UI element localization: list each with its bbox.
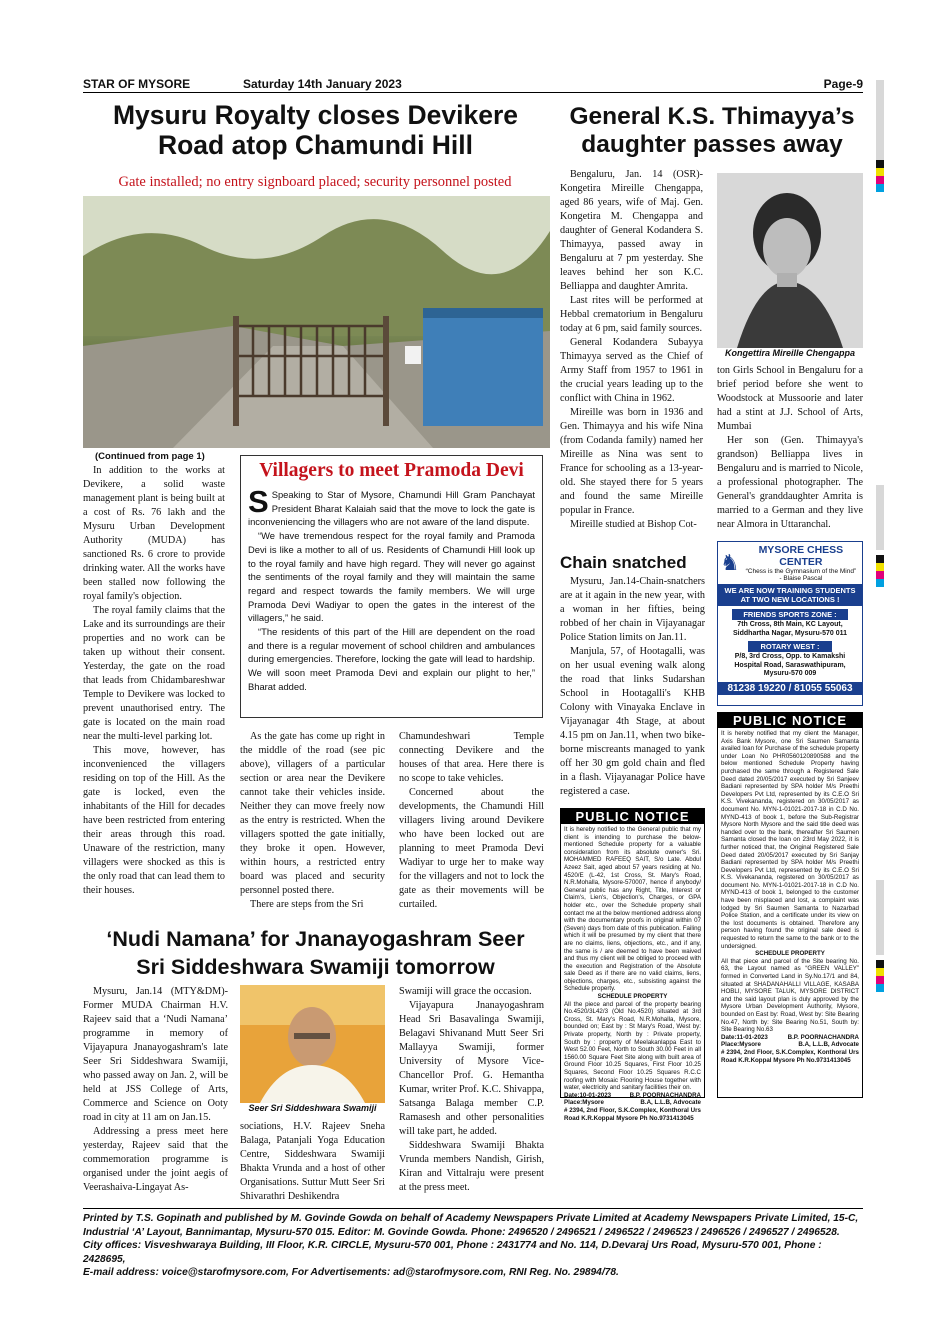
nudi-para: sociations, H.V. Rajeev Sneha Balaga, Patanjali Yoga Education Centre, Siddeshwara Swamiji Bhakta Vrunda and a host of other Organisations. Suttur Mutt Seer Sri Shivarathri Deshikendra (240, 1121, 385, 1202)
chess-center-name: MYSORE CHESS CENTER (758, 544, 844, 568)
seer-caption: Seer Sri Siddeshwara Swamiji (240, 1103, 385, 1115)
royalty-para: Concerned about the developments, the Chamundi Hill villagers living around Devikere who have been locked out are planning to meet Pramoda Devi Wadiyar to urge her to make way for the villagers and not to lock the gate as their movements will be curtailed. (399, 787, 544, 910)
imprint-line4: E-mail address: voice@starofmysore.com, For Advertisements: ad@starofmysore.com, RNI Reg. No. 29894/78. (83, 1267, 619, 1278)
portrait-photo (717, 173, 863, 348)
notice2-advocate: B.P. POORNACHANDRA (787, 1033, 859, 1041)
villagers-para-text: Speaking to Star of Mysore, Chamundi Hill Gram Panchayat President Bharat Kalaiah said that the move to lock the gate is inconveniencing the villagers who are not aware of the land dispute. (248, 489, 535, 528)
notice2-heading: PUBLIC NOTICE (718, 713, 862, 728)
thimayya-para: Her son (Gen. Thimayya's grandson) Belliappa lives in Bengaluru and is married to Nicole, a professional photographer. The General's granddaughter Amrita is married to a German and they live near Almora in Uttaranchal. (717, 435, 863, 530)
chess-ad (717, 541, 863, 706)
seer-illustration (240, 985, 385, 1103)
registration-bar (876, 80, 884, 160)
notice2-date: Date:11-01-2023 (721, 1033, 768, 1041)
nudi-headline-line2: Sri Siddeshwara Swamiji tomorrow (136, 955, 495, 979)
notice2-place: Place:Mysore (721, 1041, 761, 1049)
royalty-para: Chamundeshwari Temple connecting Devikere and the houses of that area. Here there is no scope to take vehicles. (399, 731, 544, 784)
nudi-column-2 (240, 1120, 385, 1202)
nudi-column-3 (399, 985, 544, 1195)
chess-banner: WE ARE NOW TRAINING STUDENTS AT TWO NEW LOCATIONS ! (718, 584, 862, 606)
registration-bar (876, 485, 884, 550)
notice1-date: Date:10-01-2023 (564, 1091, 612, 1099)
royalty-para: There are steps from the Sri (250, 899, 364, 910)
public-notice-2 (717, 712, 863, 1098)
royalty-subtitle: Gate installed; no entry signboard placed; security personnel posted (118, 174, 512, 190)
notice2-advocate-degree: B.A, L.L.B, Advocate (798, 1041, 859, 1049)
thimayya-headline-line1: General K.S. Thimayya’s (569, 103, 855, 130)
villagers-headline: Villagers to meet Pramoda Devi (259, 460, 524, 481)
villagers-para: “The residents of this part of the Hill are dependent on the road and there is a regular movement of school children and ambulances during emergencies. Therefore, locking the gate will lead to hardship. We will soon meet Pramoda Devi and explain our plight to her,” Bharat added. (248, 626, 535, 692)
villagers-box (240, 455, 543, 718)
notice1-schedule: All the piece and parcel of the property bearing No.4520/3L42/3 (Old No.4520) situated at 3rd Cross, St. Mary's Road, N.R.Mohalla, Mysore, bounded on; East by : St Mary's Road, West by: Private property, North by : Private property, South by : property of Meelakanlappa East to West 52.00 Feet, North to South 30.00 Feet in all 1560.00 Square Feet Site along with built area of Ground Floor 10.25 Squares, First Floor 10.25 Squares, Second Floor 10.25 Squares R.C.C roofing with Mosaic Flooring House together with water, electricity and sanitary facilities their on. (564, 1000, 701, 1092)
drop-cap: S (248, 484, 269, 519)
royalty-column-3 (399, 730, 544, 920)
color-registration-marks (876, 555, 884, 587)
nudi-headline-line1: ‘Nudi Namana’ for Jnanayogashram Seer (106, 927, 525, 951)
thimayya-column-2 (717, 364, 863, 534)
notice1-heading: PUBLIC NOTICE (561, 809, 704, 824)
chess-location2-title: ROTARY WEST : (748, 641, 832, 652)
imprint-line3: City offices: Visveshwaraya Building, III Floor, K.R. CIRCLE, Mysuru-570 001, Phone : 2431774 and No. 114, D.Devaraj Urs Road, Mysuru-570 001, Phone : 2428695, (83, 1240, 822, 1265)
royalty-para: The royal family claims that the Lake and its surroundings are their properties and no work can be taken up without their consent. Yesterday, the gate on the road that leads from Chidambareshwar Temple to Devikere was locked to prevent unauthorised entry. The gate is located on the main road near the multi-level parking lot. (83, 605, 225, 742)
notice1-body: It is hereby notified to the General public that my client is intending to purchase the below-mentioned Schedule property for a valuable consideration from its absolute owner's Sri. MOHAMMED RAFEEQ SAIT, S/o Late. Abdul Azeez Sait, aged about 57 years residing at No. 4520/E (L-42, 1st Cross, St. Mary's Road, N.R.Mohalla, Mysore-570007, hence if anybody/ General public has any Right, Title, Interest or Claim's, Lien's, Objection's, Charges, or GPA holder etc., over the Schedule property shall contact me at the below mentioned address along with the documentary proofs in original within 07 (Seven) days from date of this publication. Failing which it will be presumed by my client that there are no claims, liens, objections, etc., and if any, the same is / are deemed to have been waived and thus my client will be obliged to proceed with the execution and Registration of the Absolute sale Deed as if there are no valid claims, liens, objections, charges, etc., subsisting against the Schedule property. (564, 826, 701, 993)
thimayya-para: Last rites will be performed at Hebbal crematorium in Bengaluru today at 6 pm, said family sources. (560, 295, 703, 334)
notice1-advocate-degree: B.A, L.L.B, Advocate (640, 1099, 701, 1107)
page-number: Page-9 (823, 77, 863, 91)
notice1-place: Place:Mysore (564, 1099, 604, 1107)
chain-column (560, 575, 705, 800)
royalty-column-1 (83, 450, 225, 920)
royalty-headline-line2: Road atop Chamundi Hill (157, 130, 474, 161)
gate-photo (83, 196, 550, 448)
chess-quote-author: - Blaise Pascal (779, 575, 823, 582)
nudi-para: Siddeshwara Swamiji Bhakta Vrunda members Nandish, Girish, Kiran and Vittalraju were present at the press meet. (399, 1140, 544, 1193)
chess-knight-icon: ♞ (720, 550, 740, 575)
royalty-para: This move, however, has inconvenienced the villagers residing on top of the Hill. As the gate is locked, even the inhabitants of the Hill for decades have been restricted from entering their areas through this road. Unaware of the restriction, many villagers were shocked as this is the only road that can lead them to their houses. (83, 745, 225, 896)
notice2-body: It is hereby notified that my client the Manager, Axis Bank Mysore, one Sri Saumen Samanta availed loan for Purchase of the schedule property under Loan No PHR0560120890588 and the below mentioned Schedule Property having purchased the same through a Registered Sale Deed dated 20/05/2017 executed by Sri Sanjeev Badiani represented by SPA holder M/s Preethi Developers Pvt Ltd, represented by its C.E.O Sri K.S. Vivekananda, registered on 30/05/2017 as document No. MYN-1-01021-2017-18 in C.D No. MYND-413 of book 1, before the Sub-Registrar Mysore North Mysore and the said title deed was handed over to the bank, thereafter Sri Saumen Samanta closed the loan on 23rd May 2022, it is further noticed that, the Original Registered Sale Deed dated 20/05/2017 executed by Sri Sanjay Badiani represented by SPA holder M/s Preethi Developers Pvt Ltd, represented by its C.E.O Sri K.S. Vivekananda, registered on 30/05/2017 as document No. MYN-1-01021-2017-18 in C.D No. MYND-413 of book 1, belonged to the customer have been misplaced and lost, a complaint was lodged by Sri Saumen Samanta to Nazarbad Police Station, and a certificate under its view on the lost documents is obtained. Therefore any person having found the original sale deed is requested to return the same to the bank or to the undersigned. (721, 730, 859, 950)
portrait-illustration (717, 173, 863, 348)
notice2-schedule: All that piece and parcel of the Site bearing No. 63, the Layout named as “GREEN VALLEY” formed in Converted Land in Sy.No.17/1 and 84, situated at SHADANAHALLI VILLAGE, KASABA HOBLI, MYSORE TALUK, MYSORE DISTRICT and the said layout plan is duly approved by the Mysore Urban Development Authority, Mysore, bounded on East by: Road, West by: Site Bearing No.47, North by: Site Bearing No.51, South by: Site Bearing No.63 (721, 957, 859, 1034)
notice1-advocate-address: # 2394, 2nd Floor, S.K.Complex, Konthoral Urs Road K.R.Koppal Mysore Ph No.9731413045 (564, 1106, 701, 1122)
thimayya-para: General Kodandera Subayya Thimayya served as the Chief of Army Staff from 1957 to 1961 in the crucial years leading up to the conflict with China in 1962. (560, 337, 703, 404)
nudi-headline (78, 925, 553, 981)
thimayya-column-1 (560, 168, 703, 551)
color-registration-marks (876, 960, 884, 992)
notice1-schedule-title: SCHEDULE PROPERTY (597, 993, 668, 1001)
public-notice-1 (560, 808, 705, 1122)
chain-para: Mysuru, Jan.14-Chain-snatchers are at it again in the new year, with a woman in her fifties, being robbed of her chain in Vijayanagar Police Station limits on Jan.11. (560, 576, 705, 643)
issue-date: Saturday 14th January 2023 (243, 77, 402, 91)
thimayya-para: ton Girls School in Bengaluru for a brief period before she went to Woodstock at Mussoorie and later had a stint at J.J. School of Arts, Mumbai (717, 365, 863, 432)
nudi-para: Vijayapura Jnanayogashram Head Sri Basavalinga Swamiji, Belagavi Shivanand Mutt Seer Sri Mallayya Swamiji, former University of Mysore Vice-Chancellor Prof. G. Hemantha Kumar, writer Prof. K.C. Shivappa, Satsanga Balaga member C.P. Ramasesh and other personalities will take part, he added. (399, 1000, 544, 1137)
chess-phones: 81238 19220 / 81055 55063 (718, 682, 862, 695)
imprint-line2: Industrial ‘A’ Layout, Bannimantap, Mysuru-570 015. Editor: M. Govinde Gowda. Phone: 2496520 / 2496521 / 2496522 / 2496523 / 2496526 / 2496527 / 2496528. (83, 1226, 840, 1238)
color-registration-marks (876, 160, 884, 192)
notice2-schedule-title: SCHEDULE PROPERTY (755, 950, 825, 958)
royalty-column-2 (240, 730, 385, 920)
gate-illustration (83, 196, 550, 448)
thimayya-headline (557, 103, 867, 159)
chess-location1-address: 7th Cross, 8th Main, KC Layout, Siddhartha Nagar, Mysuru-570 011 (733, 621, 847, 637)
imprint-line1: Printed by T.S. Gopinath and published by M. Govinde Gowda on behalf of Academy Newspapers Private Limited at Academy Newspapers Private Limited, 15-C, (83, 1213, 859, 1224)
chess-location1-title: FRIENDS SPORTS ZONE : (732, 609, 848, 620)
thimayya-headline-line2: daughter passes away (581, 131, 843, 159)
imprint-footer (83, 1208, 863, 1280)
villagers-para (248, 484, 535, 529)
nudi-para: Swamiji will grace the occasion. (399, 986, 532, 997)
paper-name: STAR OF MYSORE (83, 77, 191, 91)
chain-headline: Chain snatched (560, 553, 687, 572)
thimayya-para: Mireille studied at Bishop Cot- (570, 519, 697, 530)
chess-location2-address: P/8, 3rd Cross, Opp. to Kamakshi Hospital Road, Saraswathipuram, Mysuru-570 009 (734, 653, 846, 677)
nudi-column-1 (83, 985, 228, 1195)
nudi-para: Addressing a press meet here yesterday, Rajeev said that the commemoration programme is organised under the joint aegis of Veerashaiva-Lingayat As- (83, 1126, 228, 1193)
royalty-headline (78, 100, 553, 161)
masthead (83, 77, 863, 93)
notice1-advocate: B.P. POORNACHANDRA (629, 1091, 701, 1099)
nudi-para: Mysuru, Jan.14 (MTY&DM)- Former MUDA Chairman H.V. Rajeev said that a ‘Nudi Namana’ programme in memory of Vijayapura Jnanayogashram's late Seer Sri Siddeshwara Swamiji, who passed away on Jan. 2, will be held at JSS College of Arts, Commerce and Science on Ooty road in city at 11 am on Jan.15. (83, 986, 228, 1123)
registration-bar (876, 880, 884, 955)
notice2-advocate-address: # 2394, 2nd Floor, S.K.Complex, Konthoral Urs Road K.R.Koppal Mysore Ph No.9731413045 (721, 1048, 859, 1064)
royalty-headline-line1: Mysuru Royalty closes Devikere (112, 100, 519, 130)
portrait-caption: Kongettira Mireille Chengappa (717, 348, 863, 360)
continued-note: (Continued from page 1) (95, 451, 205, 462)
chess-quote: “Chess is the Gymnasium of the Mind” (745, 568, 857, 575)
thimayya-para: Mireille was born in 1936 and Gen. Thimayya and his wife Nina (from Codanda family) named her Mireille as Nina was sent to France for schooling as a 13-year-old. She stayed there for 5 years and found the same Mireille popular in France. (560, 407, 703, 516)
royalty-para: In addition to the works at Devikere, a solid waste management plant is being built at a cost of Rs. 76 lakh and the Mysuru Urban Development Authority (MUDA) has sanctioned Rs. 6 crore to provide drinking water. All the works have been stalled now following the royal family's objection. (83, 465, 225, 602)
chain-para: Manjula, 57, of Hootagalli, was on her usual evening walk along the road that links Sudarshan School in Hootagalli's KHB Colony with Vinayaka Enclave in Vijayanagar 4th Stage, at about 4.15 pm on Jan.11, when two bike-borne miscreants managed to yank off her 30 gm gold chain and fled in a flash. Vijayanagar Police have registered a case. (560, 646, 705, 797)
thimayya-para: Bengaluru, Jan. 14 (OSR)- Kongetira Mireille Chengappa, aged 86 years, wife of Maj. Gen. Kongetira M. Chengappa and daughter of General Kodandera S. Thimayya, passed away in Bengaluru at 7 pm yesterday. She leaves behind her son K.C. Belliappa and daughter Amrita. (560, 169, 703, 292)
seer-photo (240, 985, 385, 1103)
villagers-para: “We have tremendous respect for the royal family and Pramoda Devi is like a mother to all of us. Residents of Chamundi Hill look up to the royal family and have high regard. They will never go against the sentiments of the royal family and they will maintain the same regard and respect towards the family members. We will urge Pramoda Devi Wadiyar to open the gates in the interest of the villagers,” he said. (248, 530, 535, 624)
royalty-para: As the gate has come up right in the middle of the road (see pic above), villagers of a particular section or area near the Devikere cannot take their vehicles inside. Neither they can move freely now as the entry is restricted. When the villagers spotted the gate initially, they broke it open. However, within hours, a restricted entry board was placed and security personnel posted there. (240, 731, 385, 896)
